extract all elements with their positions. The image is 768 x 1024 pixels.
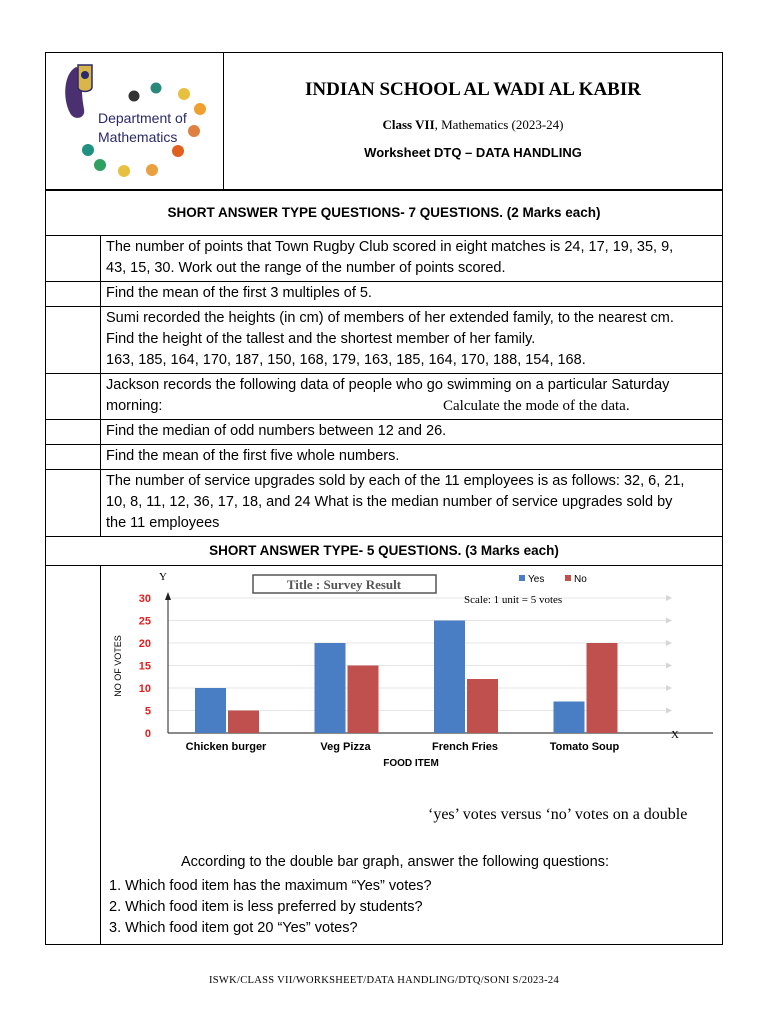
- legend-label: Yes: [528, 574, 545, 585]
- logo-text-line1: Department of: [98, 110, 187, 126]
- question-line-end: Calculate the mode of the data.: [443, 398, 630, 414]
- x-tick-label: Veg Pizza: [320, 741, 371, 753]
- title-block: [224, 53, 722, 189]
- bar: [315, 643, 346, 733]
- question-line: Find the mean of the first 3 multiples of 5.: [106, 285, 372, 301]
- question-line: [106, 396, 716, 417]
- y-axis-letter: Y: [159, 571, 167, 583]
- y-tick-label: 20: [138, 638, 151, 650]
- question-text: [101, 420, 722, 444]
- question-row: [46, 420, 722, 445]
- bar: [467, 679, 498, 733]
- bar: [195, 688, 226, 733]
- list-item: 2. Which food item is less preferred by students?: [109, 899, 423, 915]
- school-name: INDIAN SCHOOL AL WADI AL KABIR: [305, 79, 641, 100]
- x-tick-label: Tomato Soup: [549, 741, 620, 753]
- legend-swatch: [519, 575, 525, 581]
- question-text: [101, 307, 722, 373]
- y-tick-label: 30: [138, 593, 151, 605]
- survey-bar-chart: [101, 566, 721, 796]
- legend-label: No: [574, 574, 587, 585]
- logo-text-line2: Mathematics: [98, 129, 178, 145]
- gridline-arrow: [666, 595, 672, 601]
- question-line: The number of service upgrades sold by each of the 11 employees is as follows: 32, 6, 21,: [106, 473, 685, 489]
- department-logo: [46, 53, 224, 189]
- question-line: Find the height of the tallest and the shortest member of her family.: [106, 331, 536, 347]
- question-row: [46, 282, 722, 307]
- question-text: [101, 236, 722, 281]
- gridline-arrow: [666, 663, 672, 669]
- question-number-cell: [46, 374, 101, 419]
- question-text: [101, 282, 722, 306]
- math-logo-icon: [46, 53, 223, 189]
- question-line: Find the mean of the first five whole numbers.: [106, 448, 400, 464]
- bar: [587, 643, 618, 733]
- bar: [554, 702, 585, 734]
- instruction-text: According to the double bar graph, answer the following questions:: [181, 854, 610, 870]
- y-tick-label: 10: [138, 683, 151, 695]
- question-line: The number of points that Town Rugby Club scored in eight matches is 24, 17, 19, 35, 9,: [106, 239, 674, 255]
- gridline-arrow: [666, 685, 672, 691]
- y-tick-label: 5: [144, 705, 151, 718]
- footer: ISWK/CLASS VII/WORKSHEET/DATA HANDLING/DTQ/SONI S/2023-24: [208, 975, 560, 986]
- chart-caption: ‘yes’ votes versus ‘no’ votes on a double: [428, 806, 688, 823]
- class-label: Class VII: [382, 117, 435, 132]
- gridline-arrow: [666, 640, 672, 646]
- question-line: Jackson records the following data of people who go swimming on a particular Saturday: [106, 377, 670, 393]
- question-line: Find the median of odd numbers between 12 and 26.: [106, 423, 447, 439]
- subject-year: , Mathematics (2023-24): [434, 117, 564, 132]
- question-list: [109, 876, 432, 939]
- y-axis-label: NO OF VOTES: [113, 635, 123, 697]
- gridline-arrow: [666, 618, 672, 624]
- worksheet-title: Worksheet DTQ – DATA HANDLING: [364, 145, 582, 160]
- y-tick-label: 0: [144, 728, 151, 740]
- bar: [434, 621, 465, 734]
- worksheet: [45, 52, 723, 945]
- bar: [348, 666, 379, 734]
- list-item: 1. Which food item has the maximum “Yes” votes?: [109, 878, 432, 894]
- scale-note: Scale: 1 unit = 5 votes: [464, 594, 563, 606]
- question-row: [46, 470, 722, 537]
- question-line: the 11 employees: [106, 515, 220, 531]
- class-line: [224, 117, 722, 133]
- x-axis-label: FOOD ITEM: [383, 758, 439, 769]
- question-text: [101, 470, 722, 536]
- question-line: Sumi recorded the heights (in cm) of members of her extended family, to the nearest cm.: [106, 310, 674, 326]
- bar: [228, 711, 259, 734]
- question-row: [46, 307, 722, 374]
- y-tick-label: 25: [138, 615, 151, 628]
- gridline-arrow: [666, 708, 672, 714]
- question-number-cell: [46, 445, 101, 469]
- question-text: [101, 374, 722, 419]
- question-number-cell: [46, 282, 101, 306]
- question-line: 163, 185, 164, 170, 187, 150, 168, 179, 163, 185, 164, 170, 188, 154, 168.: [106, 352, 586, 368]
- list-item: 3. Which food item got 20 “Yes” votes?: [109, 920, 358, 936]
- question-row: [46, 445, 722, 470]
- x-tick-label: French Fries: [431, 741, 499, 753]
- chart-cell: [101, 566, 722, 944]
- section2-heading: SHORT ANSWER TYPE- 5 QUESTIONS. (3 Marks each): [46, 537, 722, 566]
- question-number-cell: [46, 566, 101, 944]
- question-text: [101, 445, 722, 469]
- section1-heading: SHORT ANSWER TYPE QUESTIONS- 7 QUESTIONS. (2 Marks each): [46, 191, 722, 236]
- chart-title: Title : Survey Result: [286, 577, 402, 592]
- question-row: [46, 374, 722, 420]
- x-tick-label: Chicken burger: [185, 741, 267, 753]
- question-number-cell: [46, 307, 101, 373]
- legend-swatch: [565, 575, 571, 581]
- question-line-start: morning:: [106, 398, 163, 414]
- question-number-cell: [46, 470, 101, 536]
- question-number-cell: [46, 420, 101, 444]
- header: [46, 53, 722, 191]
- x-axis-letter: X: [671, 729, 679, 741]
- question-number-cell: [46, 236, 101, 281]
- y-tick-label: 15: [138, 660, 151, 673]
- chart-row: [46, 566, 722, 944]
- question-line: 43, 15, 30. Work out the range of the number of points scored.: [106, 260, 506, 276]
- y-axis-arrow: [165, 592, 171, 600]
- question-row: [46, 236, 722, 282]
- question-line: 10, 8, 11, 12, 36, 17, 18, and 24 What is the median number of service upgrades sold by: [106, 494, 673, 510]
